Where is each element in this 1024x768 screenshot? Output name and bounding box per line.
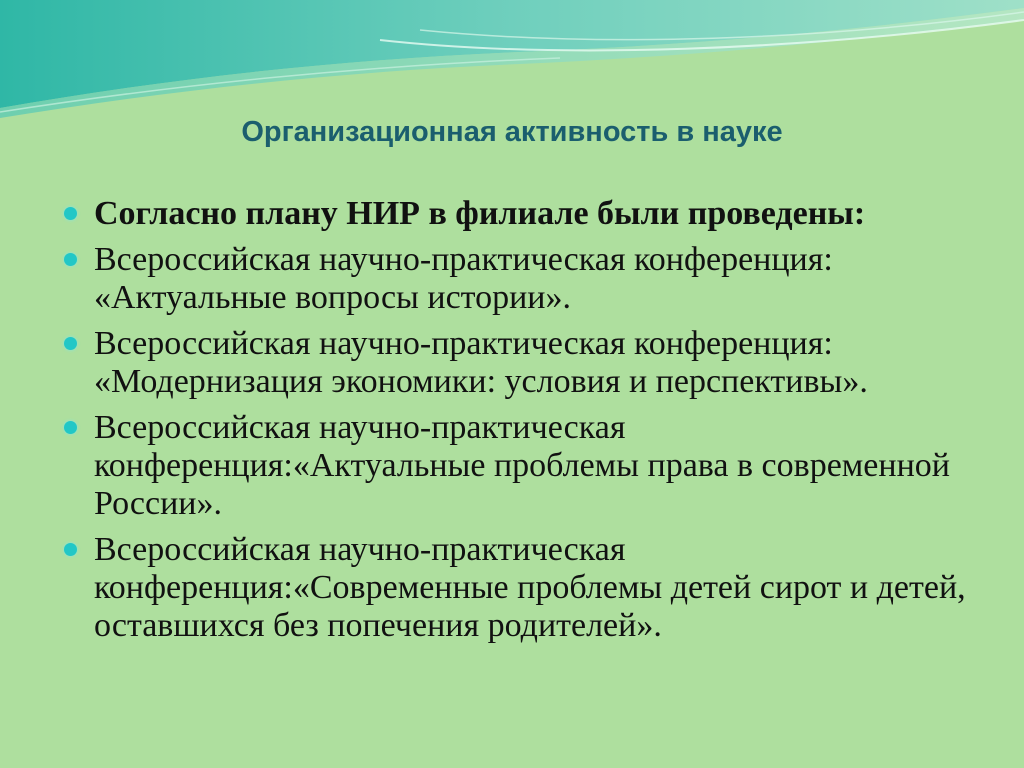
list-item <box>60 409 980 523</box>
bullet-text: Согласно плану НИР в филиале были проведены: <box>94 195 866 232</box>
bullet-text: Всероссийская научно-практическая конференция: «Актуальные вопросы истории». <box>94 241 833 316</box>
header-wave-decoration <box>0 0 1024 130</box>
bullet-dot-icon <box>64 543 77 556</box>
bullet-list <box>60 195 980 653</box>
bullet-dot-icon <box>64 207 77 220</box>
bullet-text: Всероссийская научно-практическая конференция:«Актуальные проблемы права в современной России». <box>94 409 950 522</box>
bullet-dot-icon <box>64 337 77 350</box>
bullet-text: Всероссийская научно-практическая конференция:«Современные проблемы детей сирот и детей, оставшихся без попечения родителей». <box>94 531 966 644</box>
slide-title: Организационная активность в науке <box>241 116 783 148</box>
list-item <box>60 241 980 317</box>
list-item <box>60 325 980 401</box>
bullet-dot-icon <box>64 421 77 434</box>
list-item <box>60 195 980 233</box>
bullet-dot-icon <box>64 253 77 266</box>
bullet-text: Всероссийская научно-практическая конференция: «Модернизация экономики: условия и перспективы». <box>94 325 868 400</box>
list-item <box>60 531 980 645</box>
